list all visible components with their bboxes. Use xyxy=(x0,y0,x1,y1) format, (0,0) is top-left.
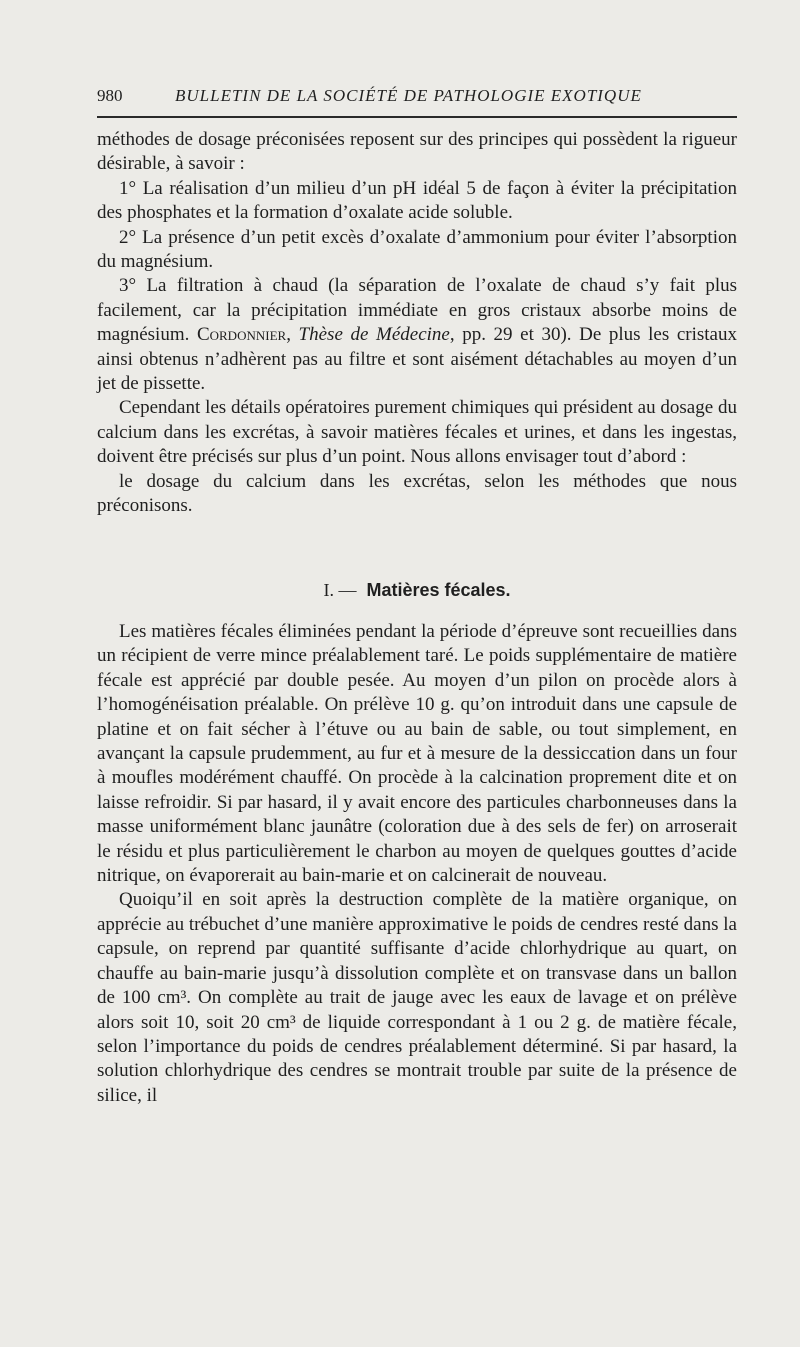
paragraph xyxy=(97,274,737,396)
paragraph: Quoiqu’il en soit après la destruction complète de la matière organique, on apprécie au trébuchet d’une manière approximative le poids de cendres resté dans la capsule, on reprend par quantité suffisante d’acide chlorhydrique au quart, on chauffe au bain-marie jusqu’à dissolution complète et on transvase dans un ballon de 100 cm³. On complète au trait de jauge avec les eaux de lavage et on prélève alors soit 10, soit 20 cm³ de liquide correspondant à 1 ou 2 g. de matière fécale, selon l’importance du poids de cendres préalablement déterminé. Si par hasard, la solution chlorhydrique des cendres se montrait trouble par suite de la présence de silice, il xyxy=(97,889,737,1106)
paragraph: 1° La réalisation d’un milieu d’un pH idéal 5 de façon à éviter la précipitation des phosphates et la formation d’oxalate acide soluble. xyxy=(97,177,737,224)
page-header xyxy=(97,86,737,112)
paragraph: le dosage du calcium dans les excrétas, selon les méthodes que nous préconisons. xyxy=(97,470,737,517)
author-name: Cordonnier xyxy=(196,324,287,346)
section-number: I. — xyxy=(323,580,357,600)
section-title: Matières fécales. xyxy=(366,580,511,600)
paragraph: Cependant les détails opératoires purement chimiques qui président au dosage du calcium dans les excrétas, à savoir matières fécales et urines, et dans les ingestas, doivent être précisés sur plus d’un point. Nous allons envisager tout d’abord : xyxy=(97,397,737,468)
page-number: 980 xyxy=(97,86,123,105)
section-heading xyxy=(97,580,737,601)
paragraph: méthodes de dosage préconisées reposent sur des principes qui possèdent la rigueur désirable, à savoir : xyxy=(97,129,737,175)
paragraph: Les matières fécales éliminées pendant la période d’épreuve sont recueillies dans un récipient de verre mince préalablement taré. Le poids supplémentaire de matière fécale est apprécié par double pesée. Au moyen d’un pilon on procède alors à l’homogénéisation préalable. On prélève 10 g. qu’on introduit dans une capsule de platine et on fait sécher à l’étuve ou au bain de sable, ou tout simplement, en avançant la capsule prudemment, au fur et à mesure de la dessiccation dans un four à moufles modérément chauffé. On procède à la calcination proprement dite et on laisse refroidir. Si par hasard, il y avait encore des particules charbonneuses dans la masse uniformément blanc jaunâtre (coloration due à des sels de fer) on arroserait le résidu et plus particulièrement le charbon au moyen de quelques gouttes d’acide nitrique, on évaporerait au bain-marie et on calcinerait de nouveau. xyxy=(97,621,737,887)
paragraph-text: , xyxy=(286,324,299,346)
running-title: BULLETIN DE LA SOCIÉTÉ DE PATHOLOGIE EXOTIQUE xyxy=(175,86,642,105)
text-block-bottom xyxy=(97,620,737,1108)
paragraph-text: 3° La filtration à chaud (la séparation de l’oxalate de chaud s’y fait plus facilement, car la précipitation immédiate en gros cristaux absorbe moins de magnésium. xyxy=(97,275,737,346)
header-rule xyxy=(97,116,737,118)
thesis-title: Thèse de Médecine xyxy=(298,324,450,346)
paragraph-text: , pp. 29 et 30). De plus les cristaux ainsi obtenus n’adhèrent pas au filtre et sont aisément détachables au moyen d’un jet de pissette. xyxy=(97,324,737,395)
text-block-top xyxy=(97,128,737,519)
paragraph: 2° La présence d’un petit excès d’oxalate d’ammonium pour éviter l’absorption du magnésium. xyxy=(97,226,737,273)
